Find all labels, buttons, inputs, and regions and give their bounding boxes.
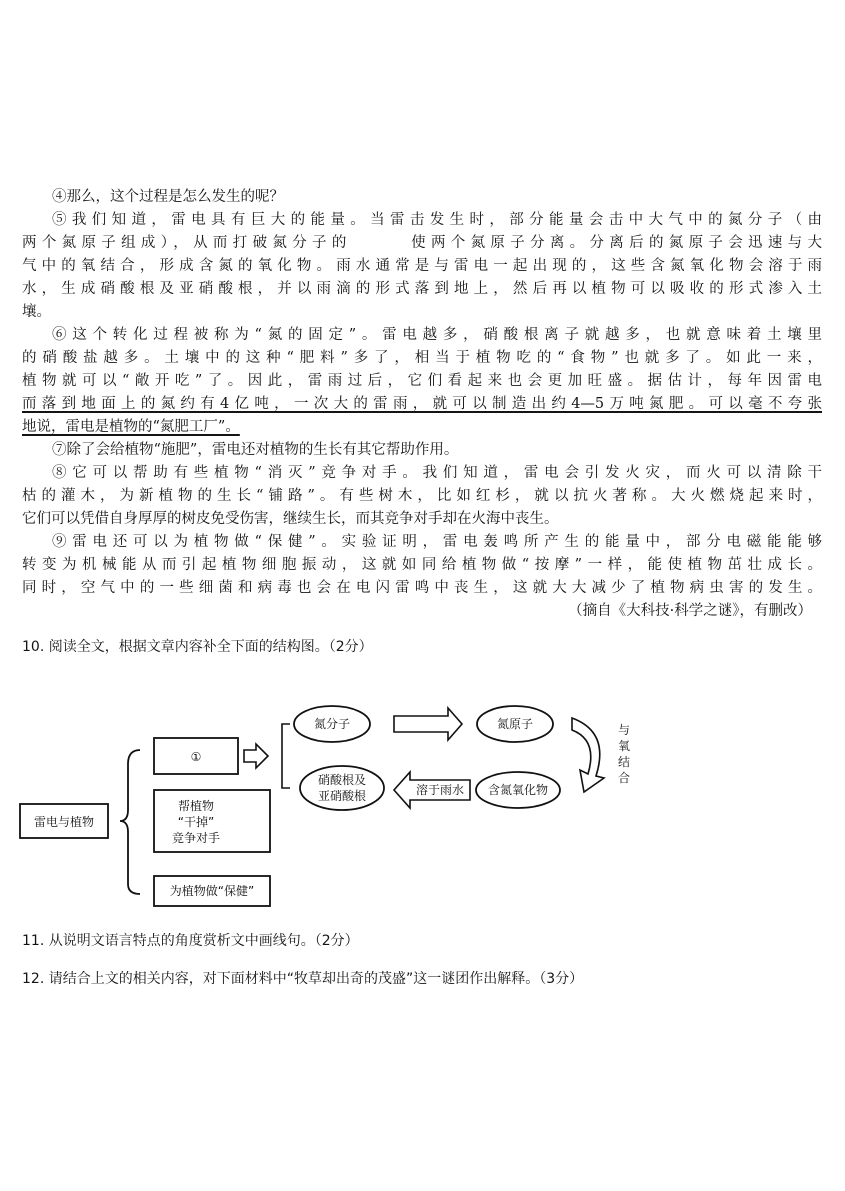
- passage-line-text: 植物就可以“敞开吃”了。因此，雷雨过后，它们看起来也会更加旺盛。据估计，每年因雷电: [22, 373, 822, 389]
- competitor-line-1: 帮植物: [177, 799, 215, 813]
- oxygen-char-3: 结: [617, 755, 631, 769]
- passage-line: [22, 186, 822, 209]
- passage-line-text: 它们可以凭借自身厚厚的树皮免受伤害，继续生长，而其竞争对手却在火海中丧生。: [22, 511, 559, 527]
- question-12: 12. 请结合上文的相关内容，对下面材料中“牧草却出奇的茂盛”这一谜团作出解释。（3分）: [22, 971, 584, 987]
- passage-line: [22, 301, 822, 324]
- passage-line-text: ⑦除了会给植物“施肥”，雷电还对植物的生长有其它帮助作用。: [52, 442, 459, 458]
- passage-line-text: 两个氮原子组成），从而打破氮分子的 使两个氮原子分离。分离后的氮原子会迅速与大: [22, 235, 822, 251]
- passage-line: [22, 324, 822, 347]
- passage-line-text: 同时，空气中的一些细菌和病毒也会在电闪雷鸣中丧生，这就大大减少了植物病虫害的发生。: [22, 580, 822, 596]
- passage-line-text: ⑧它可以帮助有些植物“消灭”竞争对手。我们知道，雷电会引发火灾，而火可以清除干: [52, 465, 822, 481]
- passage-line-text: 转变为机械能从而引起植物细胞振动，这就如同给植物做“按摩”一样，能使植物茁壮成长。: [22, 557, 822, 573]
- competitor-line-3: 竞争对手: [171, 831, 221, 845]
- n-atom-label: 氮原子: [496, 717, 534, 731]
- passage-line: [22, 577, 822, 600]
- passage-line-text: （摘自《大科技·科学之谜》，有删改）: [568, 603, 812, 619]
- arrow-split: [394, 708, 462, 740]
- passage-line: [22, 370, 822, 393]
- underlined-sentence: 地说，雷电是植物的“氮肥工厂”。: [22, 419, 240, 435]
- competitor-line-2: “干掉”: [177, 815, 215, 829]
- passage-line: [22, 255, 822, 278]
- passage-line-text: ⑥这个转化过程被称为“氮的固定”。雷电越多，硝酸根离子就越多，也就意味着土壤里: [52, 327, 822, 343]
- nitrate-line-1: 硝酸根及: [317, 773, 367, 787]
- passage-line-text: ⑨雷电还可以为植物做“保健”。实验证明，雷电轰鸣所产生的能量中，部分电磁能能够: [52, 534, 822, 550]
- passage-line: [22, 347, 822, 370]
- oxygen-char-2: 氧: [617, 739, 631, 753]
- passage-line-text: 壤。: [22, 304, 51, 320]
- question-10: 10. 阅读全文，根据文章内容补全下面的结构图。（2分）: [22, 639, 373, 655]
- passage-line: [22, 439, 822, 462]
- cycle-bracket: [282, 724, 290, 788]
- underlined-sentence: 而落到地面上的氮约有4亿吨，一次大的雷雨，就可以制造出约4—5万吨氮肥。可以毫不夸张: [22, 396, 822, 412]
- nitrate-line-2: 亚硝酸根: [317, 789, 367, 803]
- passage-line: [22, 209, 822, 232]
- passage-line: [22, 416, 822, 439]
- source-citation: [22, 600, 822, 623]
- dissolve-label: 溶于雨水: [415, 783, 465, 797]
- passage-line-text: 水，生成硝酸根及亚硝酸根，并以雨滴的形式落到地上，然后再以植物可以吸收的形式渗入土: [22, 281, 822, 297]
- question-11: 11. 从说明文语言特点的角度赏析文中画线句。（2分）: [22, 933, 359, 949]
- health-label: 为植物做“保健”: [169, 884, 255, 898]
- nox-label: 含氮氧化物: [487, 783, 549, 797]
- passage-line: [22, 554, 822, 577]
- passage-line: [22, 508, 822, 531]
- passage-line: [22, 393, 822, 416]
- oxygen-char-1: 与: [617, 723, 631, 737]
- curved-arrow: [572, 718, 604, 792]
- passage-line-text: 气中的氧结合，形成含氮的氧化物。雨水通常是与雷电一起出现的，这些含氮氧化物会溶于雨: [22, 258, 822, 274]
- passage-line-text: 的硝酸盐越多。土壤中的这种“肥料”多了，相当于植物吃的“食物”也就多了。如此一来，: [22, 350, 822, 366]
- passage-line: [22, 232, 822, 255]
- blank-marker: ①: [190, 750, 202, 764]
- n2-label: 氮分子: [313, 717, 351, 731]
- passage-line: [22, 531, 822, 554]
- hollow-arrow-right: [244, 744, 268, 768]
- root-label: 雷电与植物: [33, 815, 95, 829]
- passage-line-text: ⑤我们知道，雷电具有巨大的能量。当雷击发生时，部分能量会击中大气中的氮分子（由: [52, 212, 822, 228]
- passage-line: [22, 462, 822, 485]
- oxygen-char-4: 合: [617, 771, 631, 785]
- reading-passage: [22, 186, 822, 623]
- passage-line: [22, 485, 822, 508]
- structure-diagram: [0, 680, 845, 920]
- passage-line-text: 枯的灌木，为新植物的生长“铺路”。有些树木，比如红杉，就以抗火著称。大火燃烧起来时，: [22, 488, 822, 504]
- passage-line: [22, 278, 822, 301]
- passage-line-text: ④那么，这个过程是怎么发生的呢？: [52, 189, 284, 205]
- brace: [120, 750, 140, 894]
